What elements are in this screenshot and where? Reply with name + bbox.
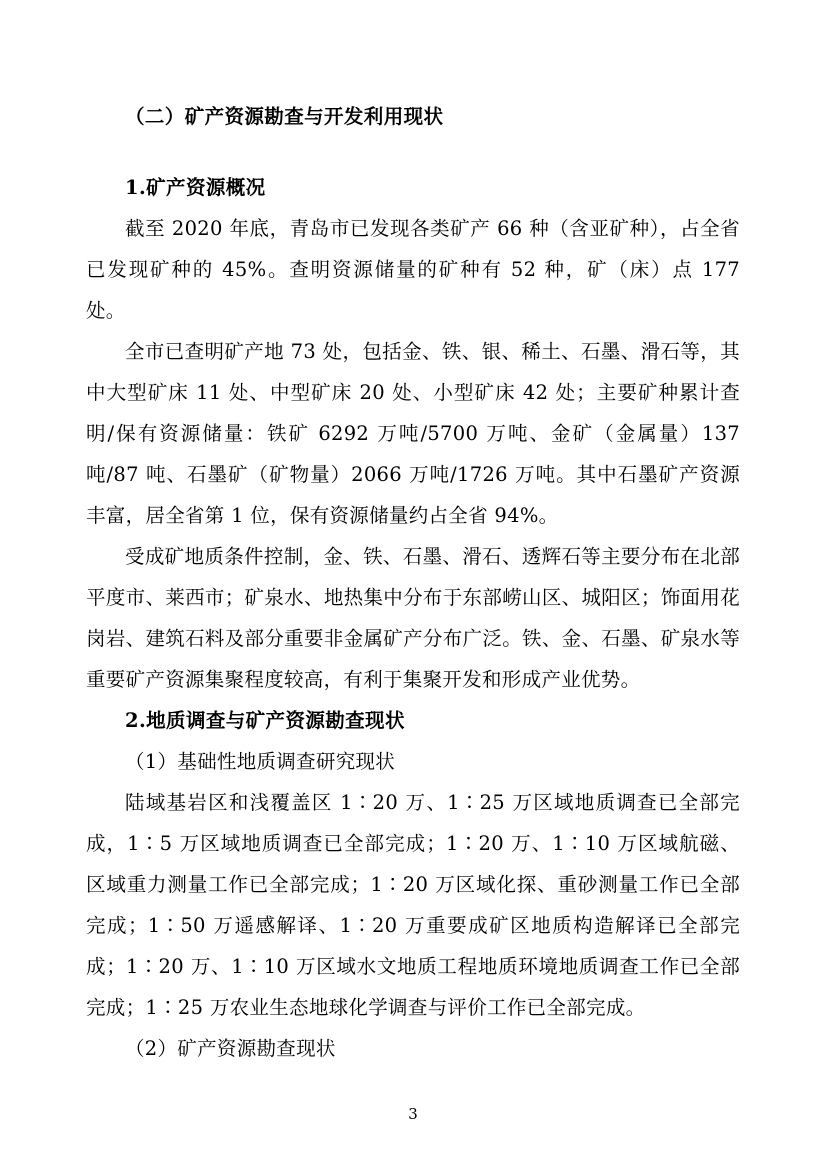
subsection-heading-resource-overview: 1.矿产资源概况 (125, 176, 266, 199)
document-body (86, 96, 740, 1069)
paragraph-resource-overview-3: 受成矿地质条件控制，金、铁、石墨、滑石、透辉石等主要分布在北部平度市、莱西市；矿泉水、地热集中分布于东部崂山区、城阳区；饰面用花岗岩、建筑石料及部分重要非金属矿产分布广泛。铁、金、石墨、矿泉水等重要矿产资源集聚程度较高，有利于集聚开发和形成产业优势。 (86, 545, 740, 691)
paragraph-resource-overview-1: 截至 2020 年底，青岛市已发现各类矿产 66 种（含亚矿种），占全省已发现矿种的 45%。查明资源储量的矿种有 52 种，矿（床）点 177 处。 (86, 217, 740, 322)
spacer (86, 137, 740, 167)
paragraph-basic-survey-title: （1）基础性地质调查研究现状 (125, 750, 396, 773)
paragraph-basic-survey-body: 陆域基岩区和浅覆盖区 1∶20 万、1∶25 万区域地质调查已全部完成，1∶5 万区域地质调查已全部完成；1∶20 万、1∶10 万区域航磁、区域重力测量工作已全部完成；1∶20 万区域化探、重砂测量工作已全部完成；1∶50 万遥感解译、1∶20 万重要成矿区地质构造解译已全部完成；1∶20 万、1∶10 万区域水文地质工程地质环境地质调查工作已全部完成；1∶25 万农业生态地球化学调查与评价工作已全部完成。 (86, 791, 740, 1019)
subsection-heading-geological-survey: 2.地质调查与矿产资源勘查现状 (125, 709, 405, 732)
page-number: 3 (408, 1105, 418, 1123)
paragraph-resource-overview-2: 全市已查明矿产地 73 处，包括金、铁、银、稀土、石墨、滑石等，其中大型矿床 11 处、中型矿床 20 处、小型矿床 42 处；主要矿种累计查明/保有资源储量：铁矿 6292 万吨/5700 万吨、金矿（金属量）137 吨/87 吨、石墨矿（矿物量）2066 万吨/1726 万吨。其中石墨矿产资源丰富，居全省第 1 位，保有资源储量约占全省 94%。 (86, 340, 740, 527)
section-heading-mineral-survey: （二）矿产资源勘查与开发利用现状 (125, 105, 444, 128)
paragraph-mineral-exploration-title: （2）矿产资源勘查现状 (125, 1037, 336, 1060)
